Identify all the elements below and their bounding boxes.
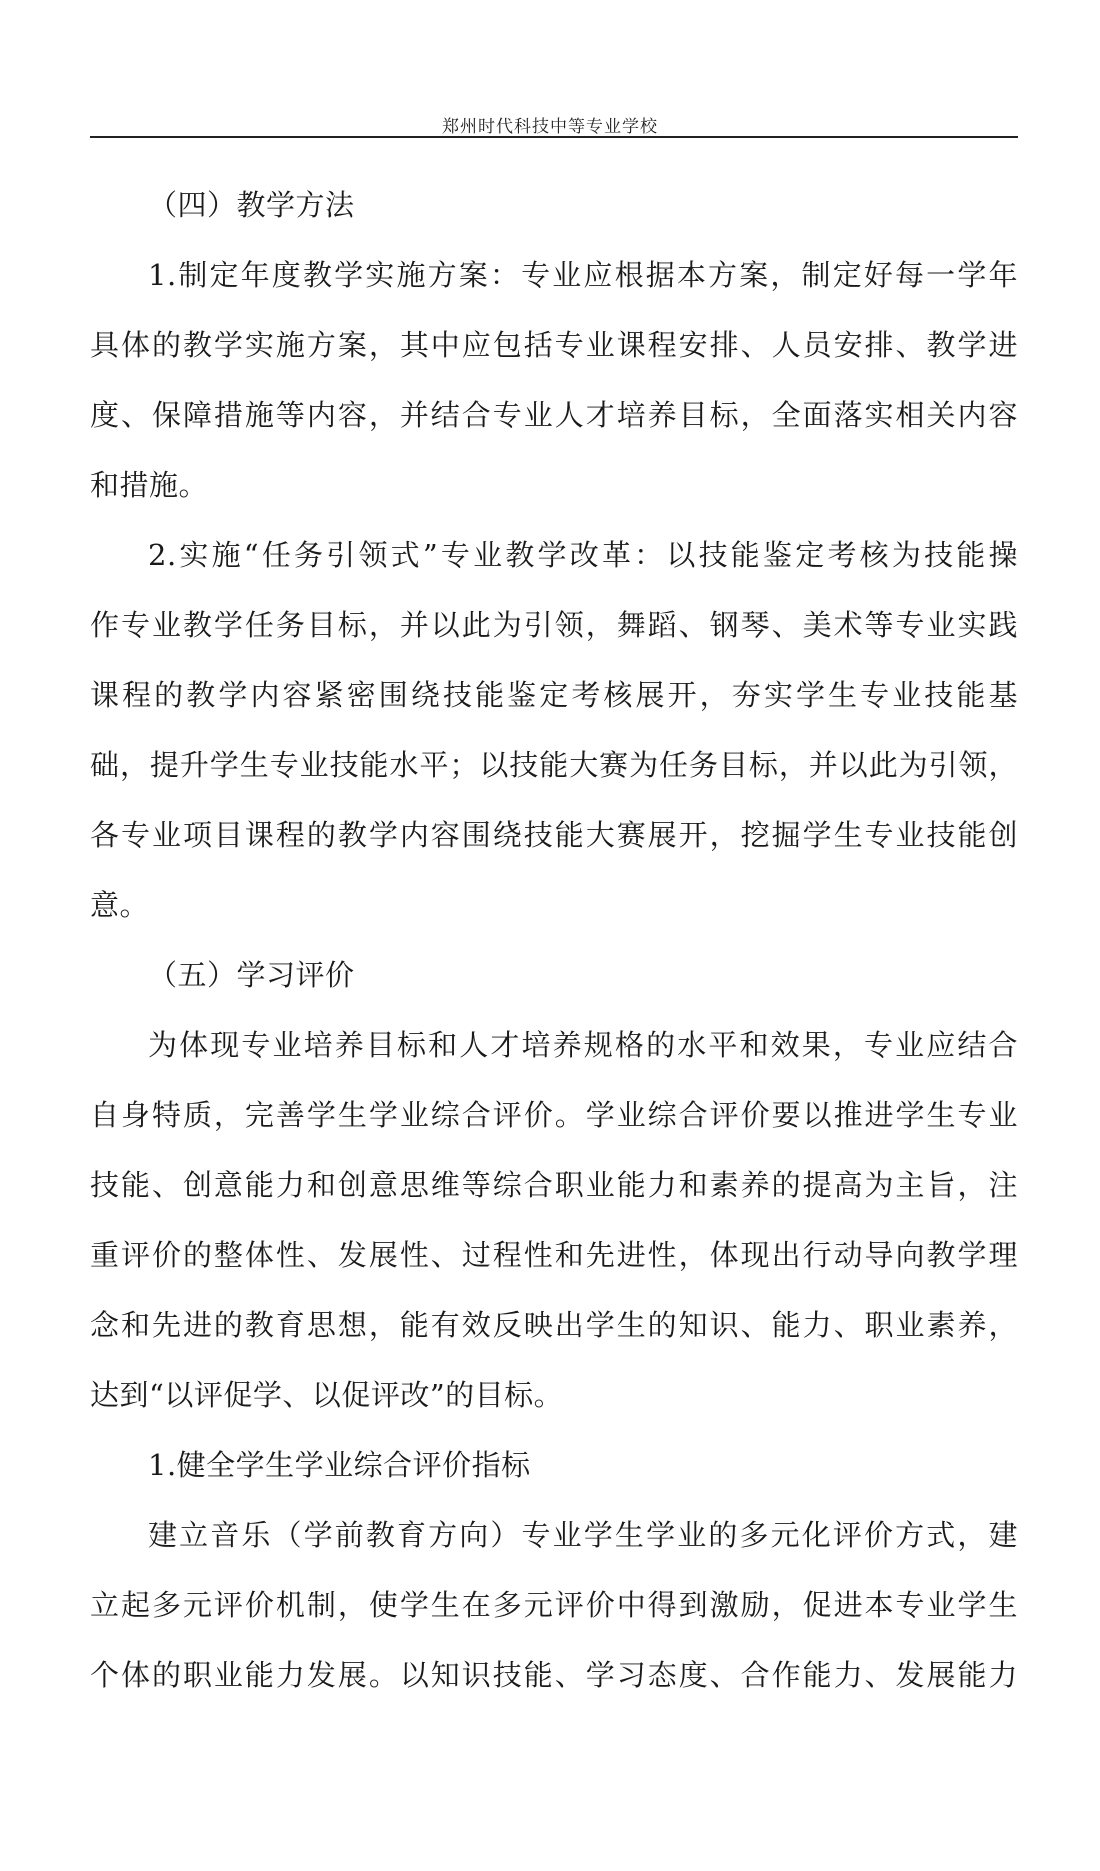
paragraph-line: 础，提升学生专业技能水平；以技能大赛为任务目标，并以此为引领， (90, 748, 1018, 782)
paragraph-line: 意。 (90, 888, 150, 922)
document-body (90, 170, 1018, 1710)
paragraph-line: 为体现专业培养目标和人才培养规格的水平和效果，专业应结合 (148, 1028, 1018, 1062)
paragraph-line: 各专业项目课程的教学内容围绕技能大赛展开，挖掘学生专业技能创 (90, 818, 1018, 852)
paragraph-line: 个体的职业能力发展。以知识技能、学习态度、合作能力、发展能力 (90, 1658, 1018, 1692)
paragraph-line: 课程的教学内容紧密围绕技能鉴定考核展开，夯实学生专业技能基 (90, 678, 1018, 712)
paragraph-line: 和措施。 (90, 468, 209, 502)
section-heading-teaching-methods: （四）教学方法 (148, 188, 355, 222)
paragraph-line: 立起多元评价机制，使学生在多元评价中得到激励，促进本专业学生 (90, 1588, 1018, 1622)
subsection-heading: 1.健全学生学业综合评价指标 (148, 1448, 531, 1482)
paragraph-line: 具体的教学实施方案，其中应包括专业课程安排、人员安排、教学进 (90, 328, 1018, 362)
paragraph-line: 建立音乐（学前教育方向）专业学生学业的多元化评价方式，建 (148, 1518, 1018, 1552)
paragraph-line: 1.制定年度教学实施方案：专业应根据本方案，制定好每一学年 (148, 258, 1018, 292)
paragraph-line: 达到“以评促学、以促评改”的目标。 (90, 1378, 564, 1412)
paragraph-line: 念和先进的教育思想，能有效反映出学生的知识、能力、职业素养， (90, 1308, 1018, 1342)
section-heading-learning-evaluation: （五）学习评价 (148, 958, 355, 992)
page-header-title: 郑州时代科技中等专业学校 (442, 117, 658, 137)
paragraph-line: 自身特质，完善学生学业综合评价。学业综合评价要以推进学生专业 (90, 1098, 1018, 1132)
paragraph-line: 技能、创意能力和创意思维等综合职业能力和素养的提高为主旨，注 (90, 1168, 1018, 1202)
paragraph-line: 重评价的整体性、发展性、过程性和先进性，体现出行动导向教学理 (90, 1238, 1018, 1272)
header-divider (90, 136, 1018, 138)
paragraph-line: 2.实施“任务引领式”专业教学改革：以技能鉴定考核为技能操 (148, 538, 1018, 572)
paragraph-line: 作专业教学任务目标，并以此为引领，舞蹈、钢琴、美术等专业实践 (90, 608, 1018, 642)
paragraph-line: 度、保障措施等内容，并结合专业人才培养目标，全面落实相关内容 (90, 398, 1018, 432)
